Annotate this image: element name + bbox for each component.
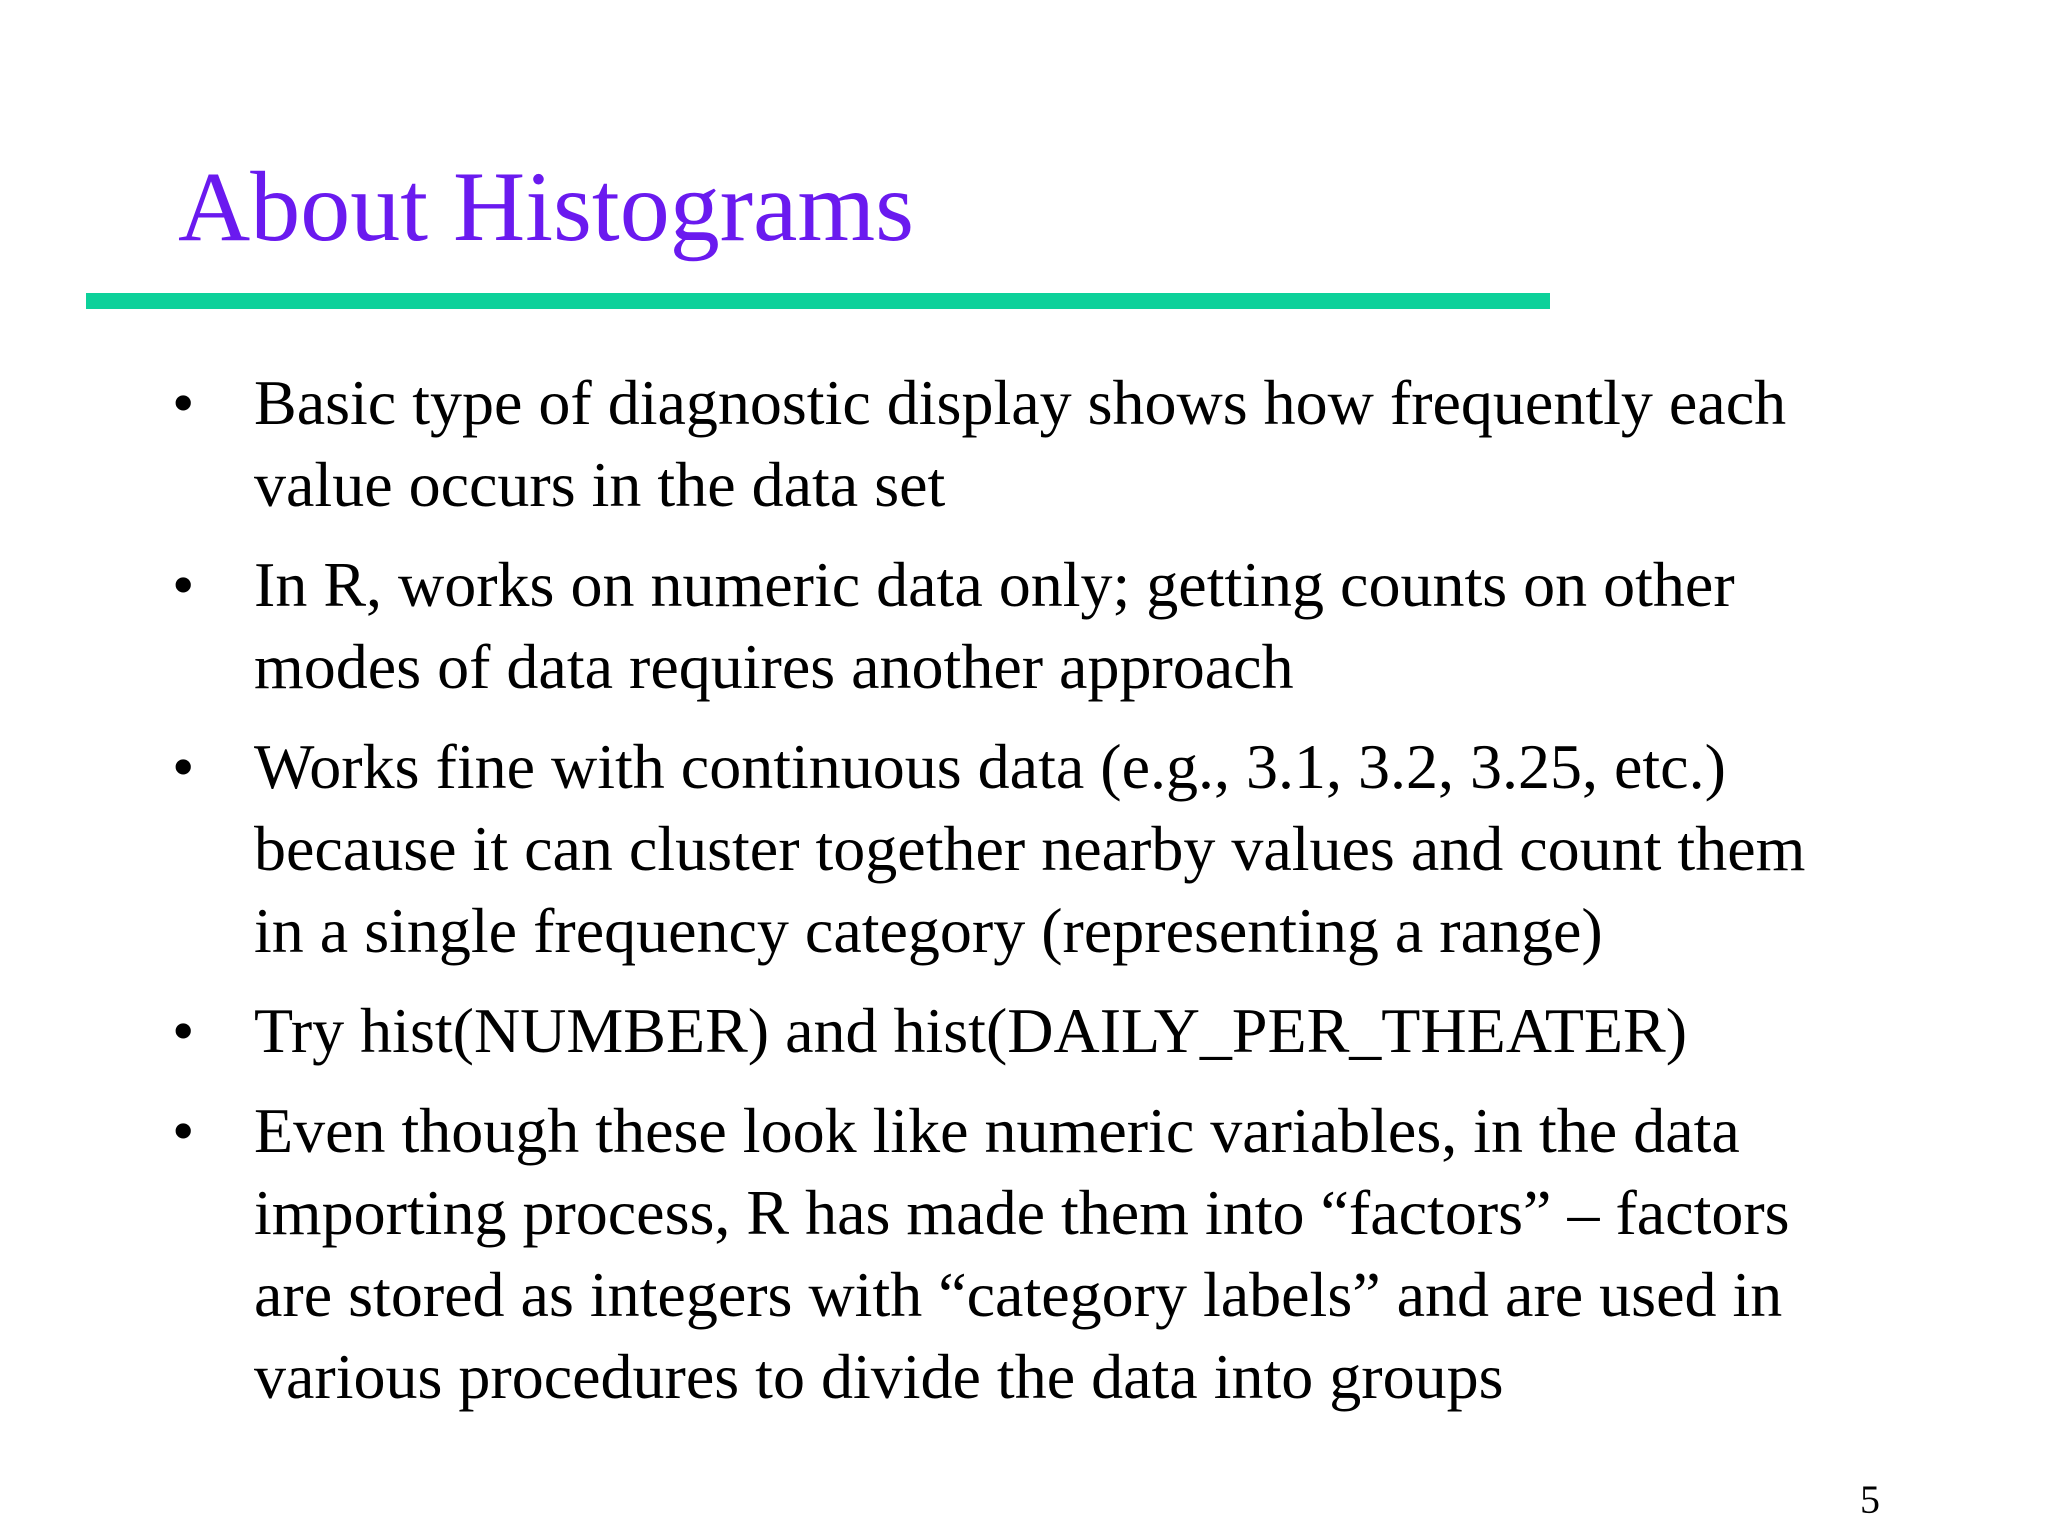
bullet-list [172, 362, 1972, 1436]
bullet-text: Works fine with continuous data (e.g., 3.1, 3.2, 3.25, etc.) because it can cluster together nearby values and count them in a single frequency category (representing a range) [254, 731, 1806, 966]
bullet-dot-icon: • [172, 367, 195, 438]
bullet-dot-icon: • [172, 549, 195, 620]
bullet-text: Basic type of diagnostic display shows how frequently each value occurs in the data set [254, 367, 1787, 520]
title-underline-divider [86, 293, 1550, 309]
bullet-text: Try hist(NUMBER) and hist(DAILY_PER_THEATER) [254, 995, 1687, 1066]
bullet-dot-icon: • [172, 995, 195, 1066]
bullet-text: Even though these look like numeric variables, in the data importing process, R has made them into “factors” – factors are stored as integers with “category labels” and are used in various procedures to divide the data into groups [254, 1095, 1790, 1412]
bullet-text: In R, works on numeric data only; getting counts on other modes of data requires another approach [254, 549, 1735, 702]
bullet-item [172, 544, 1972, 708]
bullet-dot-icon: • [172, 1095, 195, 1166]
bullet-item [172, 990, 1972, 1072]
bullet-dot-icon: • [172, 731, 195, 802]
bullet-item [172, 726, 1972, 972]
bullet-item [172, 1090, 1972, 1418]
slide-title: About Histograms [178, 151, 915, 262]
bullet-item [172, 362, 1972, 526]
page-number: 5 [1860, 1477, 1880, 1522]
